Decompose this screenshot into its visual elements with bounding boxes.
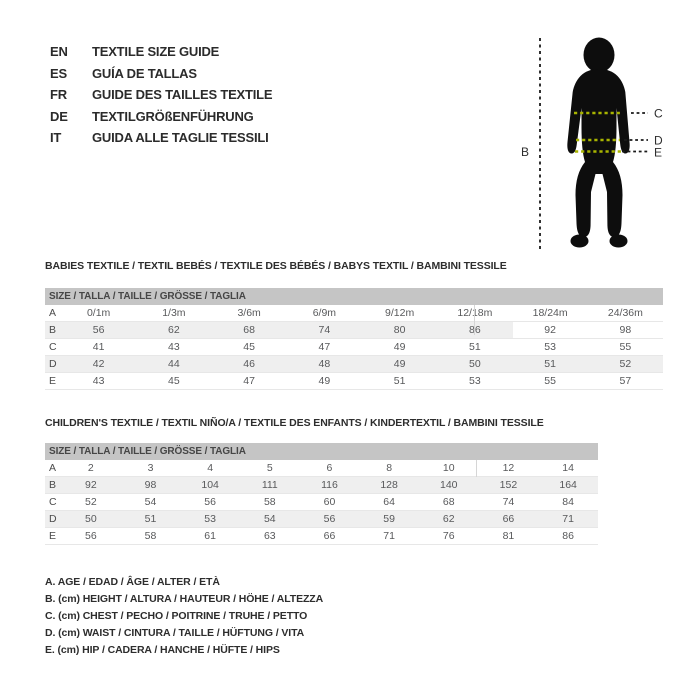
size-cell: 63 xyxy=(240,528,300,545)
size-cell: 56 xyxy=(180,494,240,511)
row-label: D xyxy=(45,511,61,528)
size-cell: 5 xyxy=(240,460,300,477)
size-cell: 56 xyxy=(300,511,360,528)
size-cell: 12/18m xyxy=(437,305,512,322)
size-cell: 74 xyxy=(287,322,362,339)
size-cell: 46 xyxy=(212,356,287,373)
lang-row-en xyxy=(50,41,272,63)
row-label: D xyxy=(45,356,61,373)
size-cell: 66 xyxy=(300,528,360,545)
table-row xyxy=(45,373,663,390)
size-cell: 98 xyxy=(121,477,181,494)
lang-code-it: IT xyxy=(50,130,62,146)
size-cell: 164 xyxy=(538,477,598,494)
size-cell: 2 xyxy=(61,460,121,477)
row-label: E xyxy=(45,373,61,390)
size-cell: 43 xyxy=(136,339,211,356)
size-cell: 47 xyxy=(212,373,287,390)
size-cell: 62 xyxy=(419,511,479,528)
size-cell: 68 xyxy=(419,494,479,511)
language-title-list xyxy=(50,41,272,149)
size-cell: 49 xyxy=(362,339,437,356)
table-row xyxy=(45,339,663,356)
row-label: C xyxy=(45,339,61,356)
babies-section-title: BABIES TEXTILE / TEXTIL BEBÉS / TEXTILE DES BÉBÉS / BABYS TEXTIL / BAMBINI TESSILE xyxy=(45,260,507,272)
size-cell: 1/3m xyxy=(136,305,211,322)
size-cell: 3 xyxy=(121,460,181,477)
size-cell: 45 xyxy=(212,339,287,356)
size-cell: 58 xyxy=(121,528,181,545)
size-cell: 51 xyxy=(121,511,181,528)
size-cell: 71 xyxy=(538,511,598,528)
lang-code-es: ES xyxy=(50,65,67,81)
size-cell: 10 xyxy=(419,460,479,477)
size-cell: 9/12m xyxy=(362,305,437,322)
row-label: B xyxy=(45,477,61,494)
size-cell: 98 xyxy=(588,322,663,339)
size-cell: 42 xyxy=(61,356,136,373)
lang-row-de xyxy=(50,106,272,128)
size-cell: 45 xyxy=(136,373,211,390)
size-cell: 48 xyxy=(287,356,362,373)
size-cell: 50 xyxy=(437,356,512,373)
size-cell: 53 xyxy=(437,373,512,390)
table-row xyxy=(45,322,663,339)
legend-line-hip: E. (cm) HIP / CADERA / HANCHE / HÜFTE / HIPS xyxy=(45,644,280,656)
lang-title-es: GUÍA DE TALLAS xyxy=(92,65,197,81)
size-cell: 58 xyxy=(240,494,300,511)
table-row xyxy=(45,460,598,477)
size-cell: 92 xyxy=(513,322,588,339)
babies-size-table-wrap xyxy=(45,288,663,390)
size-cell: 81 xyxy=(479,528,539,545)
lang-row-it xyxy=(50,127,272,149)
size-cell: 6 xyxy=(300,460,360,477)
size-cell: 55 xyxy=(513,373,588,390)
size-cell: 152 xyxy=(479,477,539,494)
lang-code-fr: FR xyxy=(50,87,67,103)
table-row xyxy=(45,305,663,322)
size-cell: 68 xyxy=(212,322,287,339)
size-cell: 66 xyxy=(479,511,539,528)
waist-label: D xyxy=(654,133,663,148)
size-cell: 64 xyxy=(359,494,419,511)
size-cell: 51 xyxy=(513,356,588,373)
size-cell: 54 xyxy=(121,494,181,511)
size-cell: 0/1m xyxy=(61,305,136,322)
size-cell: 49 xyxy=(362,356,437,373)
babies-size-table xyxy=(45,288,663,390)
children-section-title: CHILDREN'S TEXTILE / TEXTIL NIÑO/A / TEXTILE DES ENFANTS / KINDERTEXTIL / BAMBINI TESSILE xyxy=(45,417,544,429)
size-cell: 41 xyxy=(61,339,136,356)
legend-line-chest: C. (cm) CHEST / PECHO / POITRINE / TRUHE / PETTO xyxy=(45,610,308,622)
size-cell: 80 xyxy=(362,322,437,339)
children-size-table xyxy=(45,443,598,545)
lang-row-fr xyxy=(50,84,272,106)
size-cell: 6/9m xyxy=(287,305,362,322)
size-cell: 4 xyxy=(180,460,240,477)
children-size-table-wrap xyxy=(45,443,598,545)
size-cell: 54 xyxy=(240,511,300,528)
size-cell: 53 xyxy=(513,339,588,356)
size-cell: 55 xyxy=(588,339,663,356)
legend-line-height: B. (cm) HEIGHT / ALTURA / HAUTEUR / HÖHE / ALTEZZA xyxy=(45,593,324,605)
size-cell: 74 xyxy=(479,494,539,511)
lang-title-en: TEXTILE SIZE GUIDE xyxy=(92,44,220,60)
chest-label: C xyxy=(654,106,663,121)
lang-title-it: GUIDA ALLE TAGLIE TESSILI xyxy=(92,130,269,146)
size-cell: 61 xyxy=(180,528,240,545)
size-cell: 18/24m xyxy=(513,305,588,322)
size-cell: 86 xyxy=(538,528,598,545)
size-cell: 62 xyxy=(136,322,211,339)
size-cell: 44 xyxy=(136,356,211,373)
hip-label: E xyxy=(654,145,663,160)
table-row xyxy=(45,356,663,373)
size-cell: 86 xyxy=(437,322,512,339)
row-label: A xyxy=(45,460,61,477)
child-silhouette-figure xyxy=(515,28,685,260)
row-label: A xyxy=(45,305,61,322)
size-cell: 104 xyxy=(180,477,240,494)
size-cell: 71 xyxy=(359,528,419,545)
lang-code-en: EN xyxy=(50,44,68,60)
size-cell: 43 xyxy=(61,373,136,390)
table-row xyxy=(45,528,598,545)
size-cell: 76 xyxy=(419,528,479,545)
measurement-legend xyxy=(45,576,323,661)
size-cell: 51 xyxy=(362,373,437,390)
size-cell: 52 xyxy=(588,356,663,373)
size-cell: 8 xyxy=(359,460,419,477)
table-row xyxy=(45,477,598,494)
lang-title-de: TEXTILGRÖßENFÜHRUNG xyxy=(92,108,254,124)
size-table-header: SIZE / TALLA / TAILLE / GRÖSSE / TAGLIA xyxy=(45,443,598,460)
row-label: E xyxy=(45,528,61,545)
row-label: B xyxy=(45,322,61,339)
size-cell: 50 xyxy=(61,511,121,528)
height-label: B xyxy=(521,145,530,159)
size-cell: 24/36m xyxy=(588,305,663,322)
child-silhouette xyxy=(567,38,629,248)
size-cell: 12 xyxy=(479,460,539,477)
size-cell: 53 xyxy=(180,511,240,528)
lang-row-es xyxy=(50,63,272,85)
size-cell: 47 xyxy=(287,339,362,356)
legend-line-waist: D. (cm) WAIST / CINTURA / TAILLE / HÜFTUNG / VITA xyxy=(45,627,305,639)
size-cell: 3/6m xyxy=(212,305,287,322)
size-cell: 57 xyxy=(588,373,663,390)
size-cell: 111 xyxy=(240,477,300,494)
size-cell: 14 xyxy=(538,460,598,477)
size-cell: 128 xyxy=(359,477,419,494)
size-cell: 49 xyxy=(287,373,362,390)
size-cell: 60 xyxy=(300,494,360,511)
size-cell: 51 xyxy=(437,339,512,356)
table-row xyxy=(45,511,598,528)
size-cell: 56 xyxy=(61,322,136,339)
lang-code-de: DE xyxy=(50,108,68,124)
legend-line-age: A. AGE / EDAD / ÂGE / ALTER / ETÀ xyxy=(45,576,220,588)
size-cell: 140 xyxy=(419,477,479,494)
size-cell: 92 xyxy=(61,477,121,494)
size-cell: 56 xyxy=(61,528,121,545)
size-cell: 52 xyxy=(61,494,121,511)
row-label: C xyxy=(45,494,61,511)
lang-title-fr: GUIDE DES TAILLES TEXTILE xyxy=(92,87,273,103)
size-cell: 84 xyxy=(538,494,598,511)
size-table-header: SIZE / TALLA / TAILLE / GRÖSSE / TAGLIA xyxy=(45,288,663,305)
size-cell: 116 xyxy=(300,477,360,494)
table-row xyxy=(45,494,598,511)
size-cell: 59 xyxy=(359,511,419,528)
